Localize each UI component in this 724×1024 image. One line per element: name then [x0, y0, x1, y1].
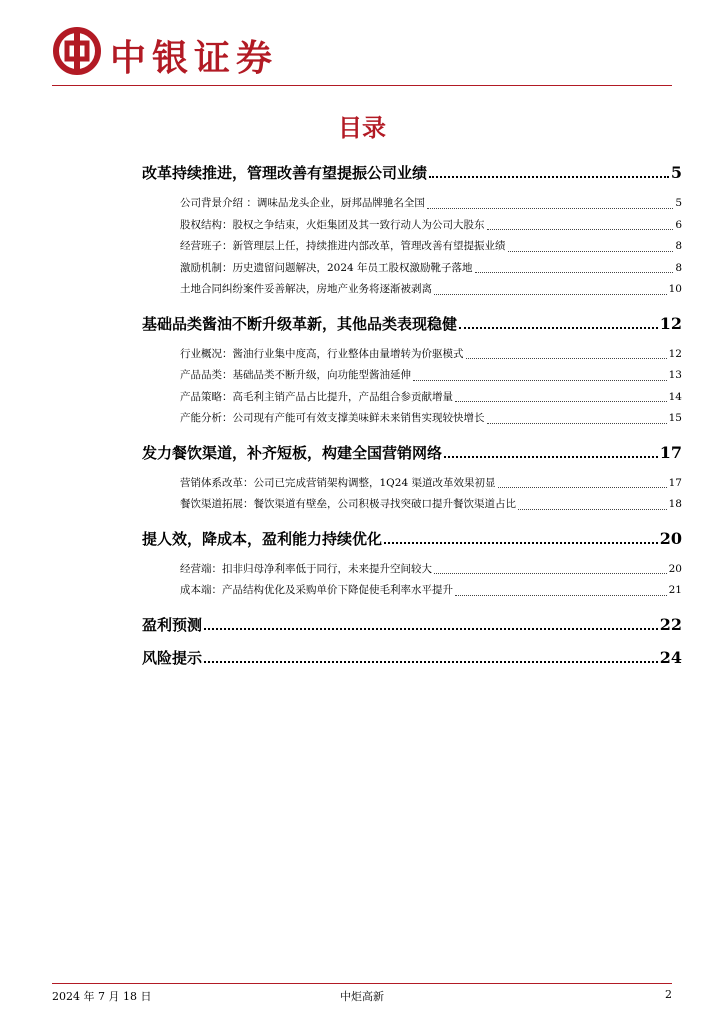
- toc-subsection-entry[interactable]: [180, 236, 682, 258]
- dot-leader: [487, 423, 667, 424]
- toc-section-entry[interactable]: [142, 614, 682, 635]
- toc-section-entry[interactable]: [142, 442, 682, 463]
- toc-subsection-entry[interactable]: [180, 258, 682, 280]
- dot-leader: [459, 327, 658, 329]
- toc-entry-page: 20: [659, 528, 682, 548]
- toc-entry-title: 餐饮渠道拓展：餐饮渠道有壁垒，公司积极寻找突破口提升餐饮渠道占比: [180, 498, 516, 510]
- toc-title: 目录: [338, 114, 386, 142]
- toc-section-entry[interactable]: [142, 313, 682, 334]
- toc-entry-title: 成本端：产品结构优化及采购单价下降促使毛利率水平提升: [180, 584, 453, 596]
- toc-subsection-entry[interactable]: [180, 559, 682, 581]
- footer-date: 2024 年 7 月 18 日: [52, 990, 152, 1003]
- dot-leader: [204, 628, 658, 630]
- toc-entry-page: 24: [659, 647, 682, 667]
- toc-entry-page: 14: [668, 390, 682, 403]
- toc-entry-page: 15: [668, 412, 682, 424]
- footer-divider: [52, 983, 672, 984]
- toc-entry-page: 20: [668, 562, 682, 575]
- toc-section-entry[interactable]: [142, 528, 682, 549]
- footer-page-number: 2: [665, 988, 672, 1001]
- dot-leader: [466, 358, 667, 359]
- toc-entry-title: 风险提示: [142, 648, 203, 667]
- toc-entry-title: 产能分析：公司现有产能可有效支撑美味鲜未来销售实现较快增长: [180, 412, 485, 424]
- table-of-contents: [142, 150, 682, 678]
- dot-leader: [444, 456, 658, 458]
- toc-subsection-entry[interactable]: [180, 408, 682, 430]
- toc-entry-title: 营销体系改革：公司已完成营销架构调整，1Q24 渠道改革效果初显: [180, 476, 496, 489]
- dot-leader: [434, 294, 667, 295]
- dot-leader: [413, 380, 667, 381]
- dot-leader: [434, 573, 667, 574]
- toc-entry-page: 18: [668, 498, 682, 510]
- toc-entry-title: 土地合同纠纷案件妥善解决，房地产业务将逐渐被剥离: [180, 283, 432, 295]
- toc-entry-page: 8: [675, 240, 682, 252]
- dot-leader: [487, 229, 674, 230]
- dot-leader: [455, 401, 667, 402]
- toc-entry-title: 经营班子：新管理层上任，持续推进内部改革，管理改善有望提振业绩: [180, 240, 506, 252]
- toc-entry-title: 提人效，降成本，盈利能力持续优化: [142, 529, 383, 548]
- toc-entry-page: 5: [675, 197, 682, 209]
- toc-entry-page: 22: [659, 614, 682, 634]
- toc-entry-title: 改革持续推进，管理改善有望提振公司业绩: [142, 164, 428, 182]
- toc-entry-title: 股权结构：股权之争结束，火炬集团及其一致行动人为公司大股东: [180, 218, 485, 231]
- toc-subsection-entry[interactable]: [180, 344, 682, 366]
- toc-section-entry[interactable]: [142, 162, 682, 183]
- toc-subsection-entry[interactable]: [180, 580, 682, 602]
- toc-entry-title: 基础品类酱油不断升级革新，其他品类表现稳健: [142, 314, 458, 333]
- dot-leader: [427, 208, 673, 209]
- toc-subsection-entry[interactable]: [180, 279, 682, 301]
- toc-entry-title: 发力餐饮渠道，补齐短板，构建全国营销网络: [142, 443, 443, 462]
- toc-entry-page: 12: [668, 347, 682, 360]
- toc-subsection-entry[interactable]: [180, 215, 682, 237]
- toc-subsection-entry[interactable]: [180, 387, 682, 409]
- toc-entry-title: 行业概况：酱油行业集中度高，行业整体由量增转为价驱模式: [180, 347, 464, 360]
- toc-entry-title: 产品品类：基础品类不断升级，向功能型酱油延伸: [180, 369, 411, 381]
- toc-entry-title: 产品策略：高毛利主销产品占比提升，产品组合参贡献增量: [180, 390, 453, 403]
- toc-entry-page: 17: [668, 476, 682, 489]
- toc-entry-page: 13: [668, 369, 682, 381]
- toc-entry-page: 10: [668, 283, 682, 295]
- toc-subsection-entry[interactable]: [180, 473, 682, 495]
- dot-leader: [498, 487, 667, 488]
- dot-leader: [384, 542, 658, 544]
- dot-leader: [204, 661, 658, 663]
- toc-entry-page: 21: [668, 584, 682, 596]
- toc-entry-title: 公司背景介绍 ：调味品龙头企业，厨邦品牌驰名全国: [180, 197, 425, 209]
- toc-entry-page: 8: [675, 261, 682, 274]
- dot-leader: [508, 251, 674, 252]
- brand-name: 中银证券: [110, 38, 279, 79]
- dot-leader: [455, 595, 667, 596]
- header-divider: [52, 85, 672, 86]
- toc-subsection-entry[interactable]: [180, 365, 682, 387]
- toc-entry-title: 盈利预测: [142, 615, 203, 634]
- toc-entry-page: 12: [659, 313, 682, 333]
- dot-leader: [475, 272, 674, 273]
- toc-subsection-entry[interactable]: [180, 193, 682, 215]
- toc-entry-page: 5: [670, 163, 682, 182]
- footer-company: 中炬高新: [340, 990, 384, 1003]
- toc-subsection-entry[interactable]: [180, 494, 682, 516]
- toc-entry-title: 经营端：扣非归母净利率低于同行，未来提升空间较大: [180, 562, 432, 575]
- dot-leader: [429, 176, 669, 178]
- toc-entry-title: 激励机制：历史遗留问题解决，2024 年员工股权激励靴子落地: [180, 261, 473, 274]
- dot-leader: [518, 509, 667, 510]
- toc-section-entry[interactable]: [142, 647, 682, 668]
- toc-entry-page: 6: [675, 218, 682, 231]
- bank-of-china-logo-icon: [52, 26, 102, 76]
- toc-entry-page: 17: [659, 442, 682, 462]
